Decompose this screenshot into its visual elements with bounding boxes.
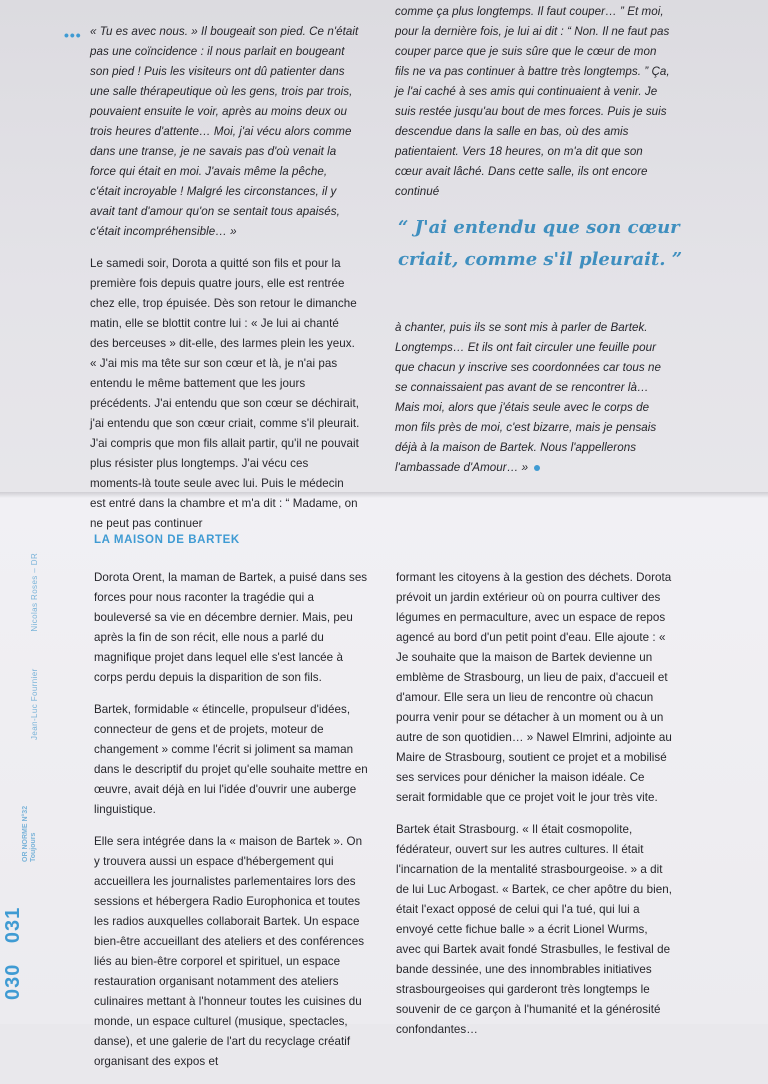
end-mark-icon	[534, 465, 540, 471]
paragraph	[395, 318, 671, 478]
page-number-right: 031	[2, 906, 24, 944]
paragraph: Dorota Orent, la maman de Bartek, a puisé dans ses forces pour nous raconter la tragédie qui a bouleversé sa vie en décembre dernier. Mais, peu après la fin de son récit, elle nous a parlé du magnifique projet dans lequel elle s'est lancée à corps perdu depuis la disparition de son fils.	[94, 571, 368, 684]
ellipsis-dots-icon: •••	[64, 27, 82, 43]
top-left-column	[90, 22, 360, 546]
section-title: LA MAISON DE BARTEK	[94, 534, 240, 546]
issue-number: OR NORME N°32	[22, 805, 29, 862]
paragraph: Bartek était Strasbourg. « Il était cosmopolite, fédérateur, ouvert sur les autres cultures. Il était l'incarnation de la mentalité strasbourgeoise. » a dit de lui Luc Arbogast. « Bartek, ce cher apôtre du bien, était l'exact opposé de celui qui l'a tué, qui lui a envoyé cette fichue balle » a écrit Lionel Wurms, avec qui Bartek avait fondé Strasbulles, le festival de bande dessinée, une des innombrables initiatives strasbourgeoises qui garderont très longtemps le souvenir de ce garçon à l'humanité et la générosité confondantes…	[396, 823, 672, 1036]
page-number-left: 030	[2, 963, 24, 1000]
paragraph: comme ça plus longtemps. Il faut couper… ” Et moi, pour la dernière fois, je lui ai dit : “ Non. Il ne faut pas couper parce que je suis sûre que le cœur de mon fils ne va pas continuer à battre très longtemps. ” Ça, je l'ai caché à ses amis qui continuaient à venir. Je suis restée jusqu'au bout de mes forces. Puis je suis descendue dans la salle en bas, où des amis patientaient. Vers 18 heures, on m'a dit que son cœur avait lâché. Dans cette salle, ils ont encore continué	[395, 5, 670, 198]
pull-quote: “ J'ai entendu que son cœur criait, comme s'il pleurait. ”	[398, 217, 683, 270]
bottom-right-column	[396, 568, 672, 1052]
issue-theme: Toujours	[30, 832, 37, 862]
credit-journalist: Jean-Luc Fournier	[30, 668, 39, 740]
paragraph: « Tu es avec nous. » Il bougeait son pied. Ce n'était pas une coïncidence : il nous parlait en bougeant son pied ! Puis les visiteurs ont dû patienter dans une salle thérapeutique où les gens, trois par trois, pouvaient ensuite le voir, après au moins deux ou trois heures d'attente… Moi, j'ai vécu alors comme dans une transe, je ne savais pas d'où venait la force qui était en moi. J'avais même la pêche, c'était incroyable ! Malgré les circonstances, il y avait tant d'amour qu'on se sentait tous apaisés, c'était incompréhensible… »	[90, 25, 359, 238]
paragraph: Elle sera intégrée dans la « maison de Bartek ». On y trouvera aussi un espace d'hébergement qui accueillera les journalistes parlementaires lors des sessions et hébergera Radio Europhonica et toutes les radios auxquelles collaborait Bartek. Un espace bien-être accueillant des ateliers et des conférences liés au bien-être corporel et spirituel, un espace restauration organisant notamment des ateliers culinaires mettant à l'honneur toutes les cuisines du monde, un espace culturel (musique, spectacles, danse), et une galerie de l'art du recyclage créatif organisant des expos et	[94, 835, 365, 1068]
paragraph-text: à chanter, puis ils se sont mis à parler de Bartek. Longtemps… Et ils ont fait circuler une feuille pour que chacun y inscrive ses coordonnées car tous ne se connaissaient pas avant de se rencontrer là… Mais moi, alors que j'étais seule avec le corps de mon fils près de moi, c'est bizarre, mais je pensais déjà à la maison de Bartek. Nous l'appellerons l'ambassade d'Amour… »	[395, 321, 662, 474]
paragraph: Bartek, formidable « étincelle, propulseur d'idées, connecteur de gens et de projets, moteur de changement » comme l'écrit si joliment sa maman dans le descriptif du projet qu'elle souhaite mettre en œuvre, avait déjà en lui l'idée d'ouvrir une auberge linguistique.	[94, 703, 368, 816]
bottom-left-column	[94, 568, 370, 1084]
credit-photos: Nicolas Roses – DR	[30, 552, 39, 632]
page-numbers	[2, 800, 32, 1000]
top-right-column-continued	[395, 318, 671, 478]
paragraph: Le samedi soir, Dorota a quitté son fils et pour la première fois depuis quatre jours, elle est rentrée chez elle, trop épuisée. Dès son retour le dimanche matin, elle se blottit contre lui : « Je lui ai chanté des berceuses » dit-elle, des larmes plein les yeux. « J'ai mis ma tête sur son cœur et là, je n'ai pas entendu le même battement que les jours précédents. J'ai entendu que son cœur se déchirait, j'ai entendu que son cœur criait, comme s'il pleurait. J'ai compris que mon fils allait partir, qu'il ne pouvait plus résister plus longtemps. J'ai vécu ces moments-là toute seule avec lui. Puis le médecin est entré dans la chambre et m'a dit : “ Madame, on ne peut pas continuer	[90, 257, 360, 530]
photo-credits	[30, 380, 44, 740]
paragraph: formant les citoyens à la gestion des déchets. Dorota prévoit un jardin extérieur où on pourra cultiver des légumes en permaculture, avec un espace de repos agencé au bord d'un petit point d'eau. Elle ajoute : « Je souhaite que la maison de Bartek devienne un emblème de Strasbourg, un lieu de paix, d'accueil et d'amour. Elle sera un lieu de rencontre où chacun pourra venir pour se détacher à un moment ou à un autre de son quotidien… » Nawel Elmrini, adjointe au Maire de Strasbourg, soutient ce projet et a mobilisé ses services pour dénicher la maison idéale. Ce serait formidable que ce projet voit le jour très vite.	[396, 571, 672, 804]
top-right-column	[395, 2, 671, 214]
